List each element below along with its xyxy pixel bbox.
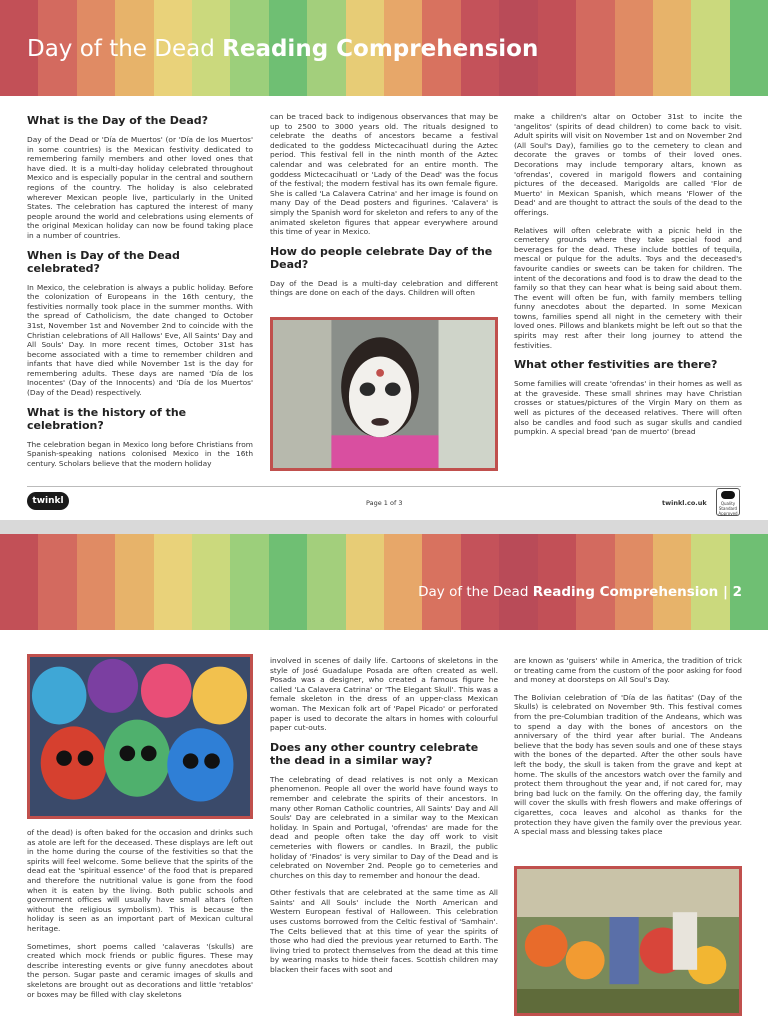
header-stripe [461,534,499,630]
column-2 [270,112,498,306]
column-1 [27,110,253,476]
paragraph: Some families will create 'ofrendas' in their homes as well as at the graveside. These small shrines may have Christian crosses or statues/pictures of the Virgin Mary on them as well as pictures of the deceased relatives. There will often also be candles and food such as sugar skulls and candied pumpkin. A special bread 'pan de muerto' (bread [514,379,742,437]
paragraph: of the dead) is often baked for the occasion and drinks such as atole are left for the deceased. These displays are left out in the home during the course of the festivities so that the spirits will feel welcome. Some believe that the spirits of the dead eat the 'spiritual essence' of the food that is prepared and therefore the nutritional value is gone from the food when it is eaten by the living. Both public schools and government offices will usually have small altars (often without the religious symbolism). This is because the holiday is seen as an important part of Mexican cultural heritage. [27,828,253,933]
paragraph: The celebration began in Mexico long before Christians from Spanish-speaking nations colonised Mexico in the 16th century. Scholars believe that the modern holiday [27,439,253,468]
heading-when: When is Day of the Dead celebrated? [27,248,180,275]
heading-other-festivities: What other festivities are there? [514,358,718,372]
paragraph: Other festivals that are celebrated at the same time as All Saints' and All Souls' include the North American and Western European festival of Halloween. This celebration uses customs borrowed from the Celtic festival of 'Samhain'. The Celts believed that at this time of year the spirits of those who had died the previous year returned to Earth. The living tried to protect themselves from the dead at this time by wearing masks to hide their faces. Scottish children may blacken their faces with soot and [270,888,498,975]
footer-divider [27,486,741,487]
header-stripe [499,534,537,630]
header-stripe [422,534,460,630]
header-stripe [538,534,576,630]
header-stripes [0,534,768,630]
footer-url[interactable]: twinkl.co.uk [662,499,707,507]
page-number: Page 1 of 3 [366,499,403,507]
paragraph: Day of the Dead is a multi-day celebration and different things are done on each of the days. Children will often [270,278,498,298]
header-stripe [38,534,76,630]
column-3 [514,656,742,845]
page-2 [0,534,768,1024]
paragraph: make a children's altar on October 31st to incite the 'angelitos' (spirits of dead children) to come back to visit. Adult spirits will visit on November 1st and on November 2nd (All Soul's Day), families go to the cemetery to clean and decorate the graves or tombs of their loved ones. Decorations may include temporary altars, known as 'ofrendas', covered in marigold flowers and containing pictures of the deceased. Marigolds are called 'Flor de Muerto' in Mexican Spanish, which means 'Flower of the Dead' and are thought to attract the souls of the dead to the offerings. [514,112,742,217]
paragraph: Sometimes, short poems called 'calaveras '(skulls) are created which mock friends or public figures. These may describe interesting events or give funny anecdotes about the person. Sugar paste and ceramic images of skulls and skeletons are brought out as decorations and little 'retablos' or boxes may be filled with clay skeletons [27,941,253,999]
header-stripe [730,534,768,630]
paragraph: The Bolivian celebration of 'Día de las ñatitas' (Day of the Skulls) is celebrated on November 9th. This festival comes from the pre-Columbian tradition of the Andeans, which was to spend a day with the bones of ancestors on the anniversary of the third year after burial. The Andeans believe that the body has seven souls and one of these stays with the bones of the departed. After the other souls have left the body, the skull is taken from the grave and kept at home. The skulls of the ancestors watch over the family and protect them throughout the year and, if not cared for, may bring bad luck on the family. On the offering day, the family will cover the skulls with fresh flowers and make offerings of cigarettes, coca leaves and alcohol as thanks for the protection they have given the family over the previous year. A special mass and blessing takes place [514,692,742,837]
quality-badge: Quality Standard Approved [716,488,740,516]
column-2 [270,656,498,983]
heading-what-is: What is the Day of the Dead? [27,114,209,127]
page-title: Day of the Dead Reading Comprehension | 2 [418,584,742,600]
paragraph: The celebrating of dead relatives is not only a Mexican phenomenon. People all over the world have found ways to remember and celebrate the spirits of their ancestors. In many other Roman Catholic countries, All Saints' Day and All Souls' Day are celebrated in a similar way to the Mexican holiday. In Spain and Portugal, 'ofrendas' are made for the dead and people often take the day off work to visit cemeteries with flowers or candles. In Brazil, the public holiday of 'Finados' is very similar to Day of the Dead and is celebrated on November 2nd. People go to cemeteries and churches on this day to remember and honour the dead. [270,774,498,880]
sugar-skulls-photo [27,654,253,819]
paragraph: can be traced back to indigenous observances that may be up to 2500 to 3000 years old. The rituals designed to celebrate the deaths of ancestors became a festival dedicated to the goddess Mictecacihuatl during the Aztec period. This festival fell in the ninth month of the Aztec calendar and was celebrated for an entire month. The goddess Mictecacihuatl or 'Lady of the Dead' was the focus of the festival; the modern festival has its own female figure. She is called 'La Calavera Catrina' and her image is found on many Day of the Dead posters and figurines. 'Calavera' is simply the Spanish word for skeleton and refers to any of the animated skeleton figures that appear everywhere around this time of year in Mexico. [270,112,498,237]
paragraph: In Mexico, the celebration is always a public holiday. Before the colonization of Europeans in the 16th century, the festivities normally took place in the summer months. With the spread of Catholicism, the date changed to October 31st, November 1st and November 2nd to coincide with the Christian celebrations of All Hallows' Eve, All Saints' Day and All Souls' Day. In more recent times, October 31st has become associated with a time to remember children and infants that have died while November 1st is the day for remembering adults. These days are named 'Día de los Inocentes' (Day of the Innocents) and 'Día de los Muertos' (Day of the Dead) respectively. [27,282,253,398]
paragraph: Day of the Dead or 'Día de Muertos' (or 'Día de los Muertos' in some countries) is the Mexican festivity dedicated to remembering family members and other loved ones that have died. It is a multi-day holiday celebrated throughout Mexico and is especially popular in the central and southern regions of the country. The holiday is also celebrated wherever Mexican people live, particularly in the United States. The celebration has captured the interest of many people around the world and celebrations using elements of the original Mexican holiday can now be found taking place in a number of countries. [27,135,253,240]
cemetery-flowers-photo [514,866,742,1016]
header-stripe [576,534,614,630]
header-stripe [77,534,115,630]
heading-history: What is the history of the celebration? [27,405,187,432]
column-3 [514,112,742,445]
header-stripe [653,534,691,630]
header-stripe [154,534,192,630]
header-stripe [230,534,268,630]
badge-logo-icon [721,491,735,499]
header-stripe [192,534,230,630]
header-stripe [346,534,384,630]
page-title: Day of the Dead Reading Comprehension [27,36,539,62]
catrina-face-photo [270,317,498,471]
header-stripe [384,534,422,630]
heading-how-celebrate: How do people celebrate Day of the Dead? [270,244,493,271]
header-stripe [0,534,38,630]
header-stripe [115,534,153,630]
header-stripe [269,534,307,630]
column-1 [27,828,253,1007]
header-stripe [307,534,345,630]
paragraph: Relatives will often celebrate with a picnic held in the cemetery grounds where they take special food and beverages for the dead. These include bottles of tequila, mescal or pulque for the adults. Toys and the deceased's favourite candies or sweets can be taken for children. The intent of the decorations and food is to draw the dead to the family so that they can hear what is being said about them. The event will often be fun, with family members telling funny anecdotes about the departed. In some Mexican towns, families spend all night in the cemetery with their loved ones. Pillows and blankets might be left out so that the spirits may rest after their long journey to attend the festivities. [514,225,742,350]
twinkl-logo[interactable]: twinkl [27,492,69,510]
heading-other-country: Does any other country celebrate the dead in a similar way? [270,740,479,767]
paragraph: are known as 'guisers' while in America, the tradition of trick or treating came from the custom of the poor asking for food and money at doorsteps on All Soul's Day. [514,656,742,685]
header-stripe [691,534,729,630]
paragraph: involved in scenes of daily life. Cartoons of skeletons in the style of José Guadalupe Posada are often created as well. Posada was a designer, who created a famous figure he called 'La Calavera Catrina' or 'The Elegant Skull'. This was a female skeleton in the dress of an upper-class Mexican woman. The Mexican folk art of 'Papel Picado' or perforated paper is used to decorate the altars in homes with colourful paper cut-outs. [270,656,498,733]
header-stripe [615,534,653,630]
